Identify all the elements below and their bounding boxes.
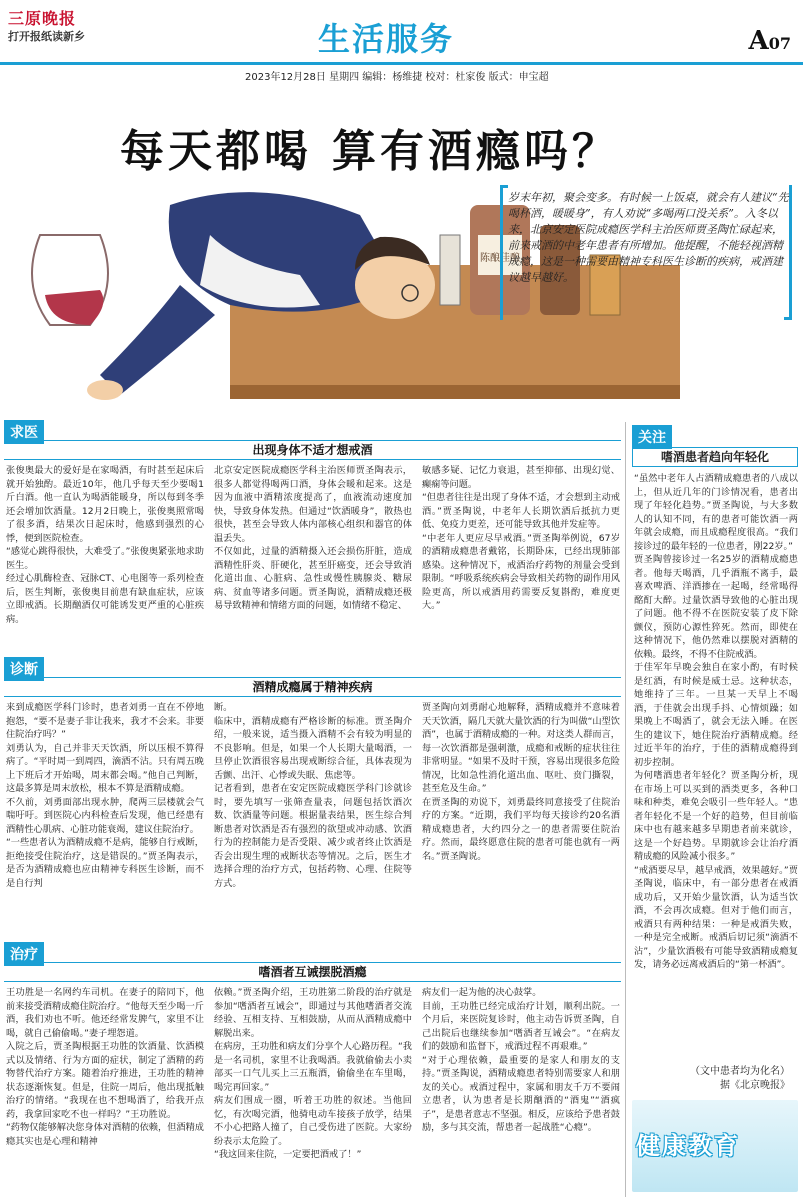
column-divider — [625, 422, 626, 1197]
tag-zhenduan: 诊断 — [4, 657, 44, 681]
tag-zhiliao: 治疗 — [4, 942, 44, 966]
page-num: 07 — [768, 34, 791, 53]
headline — [120, 115, 620, 179]
bottle-label-text: 陈酿佳酿 — [480, 253, 520, 264]
dateline: 2023年12月28日 星期四 编辑：杨维捷 校对：杜家俊 版式：申宝超 — [245, 72, 549, 83]
credit-source: 据《北京晚报》 — [720, 1080, 790, 1091]
red-wine — [45, 290, 103, 325]
qiuyi-col1: 张俊奥最大的爱好是在家喝酒，有时甚至起床后就开始独酌。最近10年，他几乎每天至少要喝1斤白酒。他一直认为喝酒能暖身，所以每到冬季还会增加饮酒量。12月2日晚上，张俊奥照常喝了很多酒，结果次日起床时，他感到强烈的心悸，便到医院检查。 “感觉心跳得很快，大难受了。”张俊奥紧张地求助医生。 经过心肌酶检查、冠脉CT、心电图等一系列检查后，医生判断，张俊奥目前患有缺血症状，应该立即戒酒。长期酗酒仅可能诱发更严重的心脏疾病。 — [6, 465, 204, 625]
guanzhu-col: “虽然中老年人占酒精成瘾患者的八成以上，但从近几年的门诊情况看，患者出现了年轻化趋势。”贾圣陶说，与大多数人的认知不同，有的患者可能饮酒一两年就会成瘾，而且成瘾程度很高。“我们接诊过的最年轻的一位患者，刚22岁。” 贾圣陶曾接诊过一名25岁的酒精成瘾患者。他每天喝酒，几乎酒瓶不离手，最喜欢啤酒、洋酒掺在一起喝，经常喝得酩酊大醉。过量饮酒导致他的心脏出现了问题。他不得不在医院安装了皮下除颤仪，预防心源性猝死。然而，即使在这种情况下，他仍然难以摆脱对酒精的依赖。最终，不得不住院戒酒。 于佳军年早晚会独自在家小酌，有时候是红酒，有时候是威士忌。这种状态，她维持了三年。一旦某一天早上不喝酒，于佳就会出现手抖、心情烦躁；如果晚上不喝酒了，就会无法入睡。在医生的建议下，她住院治疗酒精成瘾。经过近半年的治疗，于佳的酒精成瘾得到初步控制。 为何嗜酒患者年轻化？贾圣陶分析，现在市场上可以买到的酒类更多，各种口味和种类，难免会吸引一些年轻人。“患者年轻化不是一个好的趋势，但目前临床中也有越来越多早期患者前来就诊，这是一个好趋势。早期就诊会让治疗酒精成瘾的风险减小很多。” “戒酒要尽早，越早戒酒，效果越好。”贾圣陶说，临床中，有一部分患者在戒酒成功后，又开始少量饮酒，认为适当饮酒，不会再次成瘾。但对于他们而言，戒酒只有两种结果：一种是戒酒失败，一种是完全戒断。戒酒后切记须“滴酒不沾”，少量饮酒极有可能导致酒精成瘾复发，请务必远离戒酒后的“第一杯酒”。 — [634, 473, 798, 970]
hand — [87, 380, 123, 400]
headline-part2: 算有酒瘾吗？ — [332, 126, 620, 177]
credit-note: （文中患者均为化名） — [690, 1066, 790, 1077]
zhiliao-col3: 病友们一起为他的决心鼓掌。 目前，王功胜已经完成治疗计划，顺利出院。一个月后，来医院复诊时，他主动告诉贾圣陶，自己出院后也继续参加“嗜酒者互诫会”。“在病友们的鼓励和监督下，戒酒过程不再艰难。” “对于心理依赖，最重要的是家人和朋友的支持。”贾圣陶说，酒精成瘾患者特别需要家人和朋友的关心。戒酒过程中，家属和朋友千万不要闹立患者，认为患者是长期酗酒的“酒鬼”“酒疯子”，是患者意志不坚强。相反，应该给予患者鼓励，多与其交流，帮患者一起战胜“心瘾”。 — [422, 987, 620, 1133]
page-letter: A — [748, 26, 769, 56]
intro-bracket-left — [500, 185, 508, 320]
banner-qiuyi: 出现身体不适才想戒酒 — [4, 440, 621, 460]
headline-part1: 每天都喝 — [120, 126, 312, 177]
tag-qiuyi: 求医 — [4, 420, 44, 444]
zhenduan-col2: 断。 临床中，酒精成瘾有严格诊断的标准。贾圣陶介绍，一般来说，适当摄入酒精不会有较为明显的不良影响。但是，如果一个人长期大量喝酒，一旦停止饮酒很容易出现戒断综合征，具体表现为舌颤、出汗、心悸或失眠、焦虑等。 记者看到，患者在安定医院成瘾医学科门诊就诊时，要先填写一张筛查量表，问题包括饮酒次数、饮酒量等问题。根据量表结果，医生综合判断患者对饮酒是否有强烈的欲望或冲动感、饮酒行为的控制能力是否受限、减少或者终止饮酒是否会出现生理的戒断状态等情况。之后，医生才选择合理的治疗方式，包括药物、心理、住院等方式。 — [214, 702, 412, 889]
health-badge-text: 健康教育 — [636, 1132, 740, 1160]
table-edge — [230, 385, 680, 399]
slogan: 打开报纸读新乡 — [8, 30, 85, 43]
zhiliao-col1: 王功胜是一名网约车司机。在妻子的陪同下，他前来接受酒精成瘾住院治疗。“他每天至少喝一斤酒，我们劝也不听。他还经常发脾气，家里不让喝，就自己偷偷喝。”妻子埋怨道。 入院之后，贾圣陶根据王功胜的饮酒量、饮酒模式以及情绪、行为方面的症状，制定了酒精的药物替代治疗方案。随着治疗推进，王功胜的精神状态逐渐恢复。但是，住院一周后，他出现抵触治疗的情绪。“我现在也不想喝酒了，给我开点药，我拿回家吃不也一样吗？”王功胜说。 “药物仅能够解决您身体对酒精的依赖，但酒精成瘾其实也是心理和精神 — [6, 987, 204, 1147]
intro-text: 岁末年初，聚会变多。有时候一上饭桌，就会有人建议“先喝杯酒，暖暖身”，有人劝说“多喝两口没关系”。入冬以来，北京安定医院成瘾医学科主治医师贾圣陶忙碌起来，前来戒酒的中老年患者有所增加。他提醒，不能轻视酒精成瘾，这是一种需要由精神专科医生诊断的疾病，戒酒建议越早越好。 — [508, 191, 789, 284]
qiuyi-col3: 敏感多疑、记忆力衰退，甚至抑郁、出现幻觉、癫痫等问题。 “但患者往往是出现了身体不适，才会想到主动戒酒。”贾圣陶说，中老年人长期饮酒后抵抗力更低、免疫力更差，还可能导致其他并发症等。 “中老年人更应尽早戒酒。”贾圣陶举例说，67岁的酒精成瘾患者戴铭，长期卧床，已经出现肺部感染。这种情况下，戒酒治疗药物的剂量会受到限制。“呼吸系统疾病会导致相关药物的副作用风险更高，所以戒酒用药需要反复斟酌，难度更大。” — [422, 465, 620, 611]
qiuyi-col2: 北京安定医院成瘾医学科主治医师贾圣陶表示，很多人都觉得喝两口酒，身体会暖和起来。这是因为血液中酒精浓度提高了，血液流动速度加快，导致身体发热。但通过“饮酒暖身”，散热也很快，甚至会导致人体内部核心组织和器官的体温丢失。 不仅如此，过量的酒精摄入还会损伤肝脏，造成酒精性肝炎、肝硬化，甚至肝癌变，还会导致消化道出血、心脏病、急性或慢性胰腺炎、糖尿病、贫血等诸多问题。贾圣陶说，酒精成瘾还极易导致精神和情绪方面的问题，如情绪不稳定、 — [214, 465, 412, 611]
zhenduan-col1: 来到成瘾医学科门诊时，患者刘勇一直在不停地抱怨，“要不是妻子非让我来，我才不会来。非要住院治疗吗？” 刘勇认为，自己并非天天饮酒，所以压根不算得病了。“平时周一到周四，滴酒不沾。只有周五晚上下班后才开始喝，周末都会喝。”他自己判断，这最多算是周末放松，根本不算是酒精成瘾。 不久前，刘勇面部出现水肿，爬两三层楼就会气喘吁吁。到医院心内科检查后发现，他已经患有酒精性心肌病、心脏功能衰竭，建议住院治疗。 “一些患者认为酒精成瘾不是病，能够自行戒断，拒绝接受住院治疗，这是错误的。”贾圣陶表示，是否为酒精成瘾也应由精神专科医生诊断，而不是自行判 — [6, 702, 204, 889]
page-number — [749, 26, 791, 56]
section-title: 生活服务 — [318, 20, 455, 58]
zhenduan-col3: 贾圣陶向刘勇耐心地解释，酒精成瘾并不意味着天天饮酒，隔几天就大量饮酒的行为叫做“山型饮酒”，也属于酒精成瘾的一种。对这类人群而言，每一次饮酒都是强刺激，成瘾和戒断的症状往往非常明显。“如果不及时干预，容易出现很多危险情况，比如急性消化道出血、呕吐、贲门撕裂，甚至危及生命。” 在贾圣陶的劝说下，刘勇最终同意接受了住院治疗的方案。“近期，我们平均每天接诊约20名酒精成瘾患者，大约四分之一的患者需要住院治疗。然而，最终愿意住院的患者可能也就有一两名。”贾圣陶说。 — [422, 702, 620, 862]
banner-zhiliao: 嗜酒者互诫摆脱酒瘾 — [4, 962, 621, 982]
glass — [440, 235, 460, 305]
banner-zhenduan: 酒精成瘾属于精神疾病 — [4, 677, 621, 697]
masthead-rule — [0, 62, 803, 65]
masthead — [0, 0, 803, 83]
health-education-badge — [632, 1100, 798, 1192]
arm — [100, 285, 215, 395]
newspaper-logo: 三原晚报 — [8, 9, 77, 28]
credit — [660, 1065, 790, 1093]
zhiliao-col2: 依赖。”贾圣陶介绍，王功胜第二阶段的治疗就是参加“嗜酒者互诫会”，即通过与其他嗜酒者交流经验、互相支持、互相鼓励，从而从酒精成瘾中解脱出来。 在病房，王功胜和病友们分享个人心路历程。“我是一名司机，家里不让我喝酒。我就偷偷去小卖部买一口气儿买上三五瓶酒，偷偷坐在车里喝，喝完再回家。” 病友们围成一圈，听着王功胜的叙述。当他回忆，有次喝完酒，他骑电动车接孩子放学，结果不小心把路人撞了，自己受伤进了医院。大家纷纷表示太危险了。 “我这回来住院，一定要把酒戒了！” — [214, 987, 412, 1160]
banner-guanzhu: 嗜酒患者趋向年轻化 — [632, 447, 798, 467]
tag-guanzhu: 关注 — [632, 425, 672, 449]
